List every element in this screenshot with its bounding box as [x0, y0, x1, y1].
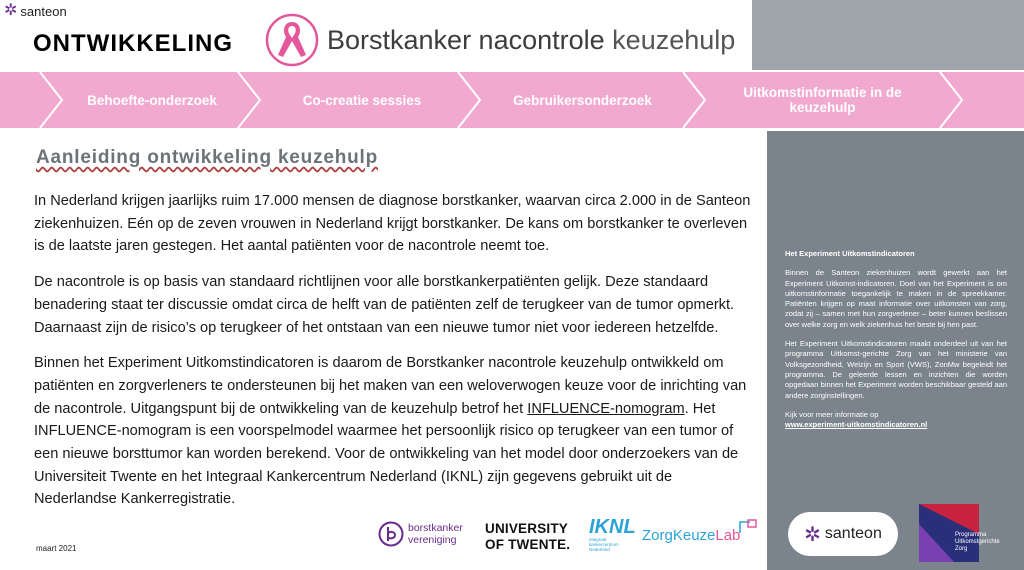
influence-nomogram-link[interactable]: INFLUENCE-nomogram	[527, 400, 685, 417]
pink-ribbon-icon	[257, 12, 327, 68]
santeon-mark-icon: ✲	[4, 2, 18, 19]
university-twente-logo: UNIVERSITY OF TWENTE.	[485, 521, 571, 552]
content-body	[34, 190, 754, 524]
sidebar-paragraph-3: Kijk voor meer informatie op www.experiment-uitkomstindicatoren.nl	[785, 409, 928, 430]
bv-mark-icon	[378, 521, 404, 547]
step-gebruikersonderzoek[interactable]: Gebruikersonderzoek	[513, 92, 652, 108]
paragraph-2: De nacontrole is op basis van standaard richtlijnen voor alle borstkankerpatiënten gelijk. Deze standaard benadering staat ter discussie omdat circa de helft van de patiënten zelf de terugkeer van de tumor opmerkt. Daarnaast zijn de risico’s op terugkeer of het ontstaan van een nieuwe tumor niet voor iedereen hetzelfde.	[34, 274, 735, 336]
process-steps	[0, 72, 1024, 128]
header-banner	[257, 12, 752, 68]
sidebar-text	[785, 249, 1007, 430]
header-grey-panel	[752, 0, 1024, 70]
sidebar-paragraph-1: Binnen de Santeon ziekenhuizen wordt gewerkt aan het Experiment Uitkomst-indicatoren. Doel van het Experiment is om uitkomstinformatie toegankelijk te maken in de spreekkamer. Patiënten krijgen op maat informatie over uitkomsten van zorg, zodat zij – samen met hun zorgverlener – beter kunnen beslissen over welke zorg en welk ziekenhuis het beste bij hen past.	[785, 268, 1007, 329]
step-uitkomstinformatie[interactable]: Uitkomstinformatie in de keuzehulp	[743, 85, 902, 115]
programma-uitkomstgerichte-zorg-logo: Programma Uitkomstgerichte Zorg	[919, 504, 1005, 564]
paragraph-1: In Nederland krijgen jaarlijks ruim 17.000 mensen de diagnose borstkanker, waarvan circa 2.000 in de Santeon ziekenhuizen. Eén op de zeven vrouwen in Nederland krijgt borstkanker. De kans om borstkanker te overleven is de laatste jaren gestegen. Het aantal patiënten voor de nacontrole neemt toe.	[34, 193, 751, 255]
content-heading: Aanleiding ontwikkeling keuzehulp	[36, 147, 379, 168]
experiment-website-link[interactable]: www.experiment-uitkomstindicatoren.nl	[785, 420, 928, 430]
section-title: ONTWIKKELING	[33, 30, 233, 57]
step-behoefte-onderzoek[interactable]: Behoefte-onderzoek	[87, 92, 217, 108]
santeon-mark-icon: ✲	[804, 523, 821, 546]
santeon-logo	[4, 3, 67, 19]
step-co-creatie-sessies[interactable]: Co-creatie sessies	[302, 92, 422, 108]
zorgkeuzelab-logo: ZorgKeuzeLab	[642, 527, 741, 544]
santeon-sidebar-logo: ✲ santeon	[788, 512, 898, 556]
sidebar-heading: Het Experiment Uitkomstindicatoren	[785, 249, 915, 258]
sidebar-paragraph-2: Het Experiment Uitkomstindicatoren maakt onderdeel uit van het programma Uitkomst-gerichte Zorg van het ministerie van Volksgezondheid, Welzijn en Sport (VWS), ZonMw begeleidt het programma. De geleerde lessen en inzichten die worden opgedaan binnen het Experiment worden beschikbaar gesteld aan andere zorginstellingen.	[785, 339, 1007, 400]
santeon-logo-text: santeon	[20, 3, 67, 19]
page-title-main: Borstkanker nacontrole	[327, 24, 605, 55]
zorgkeuzelab-mark-icon	[738, 519, 758, 535]
page-title	[327, 25, 735, 56]
iknl-logo: IKNL integraal kankercentrum Nederland	[589, 516, 636, 552]
info-sidebar	[767, 131, 1024, 570]
publication-date: maart 2021	[36, 544, 77, 553]
paragraph-3: Binnen het Experiment Uitkomstindicatoren is daarom de Borstkanker nacontrole keuzehulp ontwikkeld om patiënten en zorgverleners te ondersteunen bij het maken van een weloverwogen keuze voor de inrichting van de nacontrole. Uitgangspunt bij de ontwikkeling van de keuzehulp betrof het INFLUENCE-nomogram. Het INFLUENCE-nomogram is een voorspelmodel waarmee het persoonlijk risico op terugkeer van een tumor of een nieuwe borsttumor kan worden berekend. Voor de ontwikkeling van het model door onderzoekers van de Universiteit Twente en het Integraal Kankercentrum Nederland (IKNL) zijn gegevens gebruikt uit de Nederlandse Kankerregistratie.	[34, 355, 747, 508]
borstkankervereniging-logo: borstkanker vereniging	[378, 521, 463, 547]
page-title-light: keuzehulp	[612, 24, 736, 55]
